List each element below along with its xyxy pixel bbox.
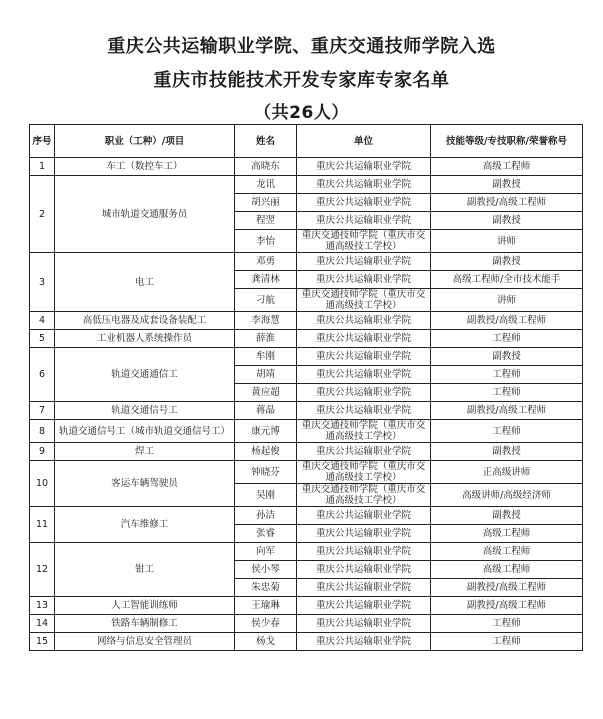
cell-name: 杨戈 [235, 633, 297, 651]
cell-title: 高级工程师/全市技术能手 [431, 271, 583, 289]
cell-unit: 重庆公共运输职业学院 [297, 597, 431, 615]
cell-num: 8 [30, 420, 55, 443]
cell-title: 工程师 [431, 384, 583, 402]
cell-title: 工程师 [431, 420, 583, 443]
cell-name: 朱忠菊 [235, 579, 297, 597]
table-row [30, 543, 583, 561]
table-row [30, 420, 583, 443]
cell-name: 侯小琴 [235, 561, 297, 579]
expert-roster-table [29, 124, 583, 651]
cell-title: 副教授/高级工程师 [431, 579, 583, 597]
cell-unit: 重庆公共运输职业学院 [297, 253, 431, 271]
table-body [30, 158, 583, 651]
cell-occupation: 网络与信息安全管理员 [55, 633, 235, 651]
cell-unit: 重庆公共运输职业学院 [297, 194, 431, 212]
cell-name: 康元博 [235, 420, 297, 443]
header-name: 姓名 [235, 125, 297, 158]
cell-unit: 重庆公共运输职业学院 [297, 330, 431, 348]
cell-occupation: 汽车维修工 [55, 507, 235, 543]
cell-num: 14 [30, 615, 55, 633]
cell-unit: 重庆公共运输职业学院 [297, 525, 431, 543]
table-row [30, 176, 583, 194]
cell-title: 工程师 [431, 366, 583, 384]
cell-occupation: 钳工 [55, 543, 235, 597]
cell-name: 杨起俊 [235, 443, 297, 461]
table-row [30, 330, 583, 348]
cell-num: 2 [30, 176, 55, 253]
cell-unit: 重庆公共运输职业学院 [297, 633, 431, 651]
cell-num: 1 [30, 158, 55, 176]
table-row [30, 597, 583, 615]
cell-num: 11 [30, 507, 55, 543]
document-title-count: （共26人） [254, 103, 349, 123]
cell-name: 龚清林 [235, 271, 297, 289]
cell-unit: 重庆公共运输职业学院 [297, 443, 431, 461]
table-row [30, 615, 583, 633]
table-row [30, 443, 583, 461]
cell-occupation: 电工 [55, 253, 235, 312]
cell-num: 7 [30, 402, 55, 420]
cell-unit: 重庆交通技师学院（重庆市交通高级技工学校） [297, 420, 431, 443]
table-row [30, 507, 583, 525]
cell-name: 孙洁 [235, 507, 297, 525]
cell-title: 高级工程师 [431, 525, 583, 543]
cell-title: 副教授/高级工程师 [431, 194, 583, 212]
cell-title: 高级工程师 [431, 543, 583, 561]
cell-num: 15 [30, 633, 55, 651]
cell-unit: 重庆公共运输职业学院 [297, 402, 431, 420]
table-row [30, 402, 583, 420]
cell-unit: 重庆公共运输职业学院 [297, 212, 431, 230]
cell-unit: 重庆公共运输职业学院 [297, 615, 431, 633]
cell-occupation: 工业机器人系统操作员 [55, 330, 235, 348]
table-header-row [30, 125, 583, 158]
cell-occupation: 轨道交通通信工 [55, 348, 235, 402]
cell-name: 牟刚 [235, 348, 297, 366]
cell-name: 侯少春 [235, 615, 297, 633]
cell-occupation: 车工（数控车工） [55, 158, 235, 176]
cell-name: 黄应超 [235, 384, 297, 402]
cell-name: 邓勇 [235, 253, 297, 271]
cell-unit: 重庆公共运输职业学院 [297, 271, 431, 289]
cell-occupation: 高低压电器及成套设备装配工 [55, 312, 235, 330]
cell-unit: 重庆交通技师学院（重庆市交通高级技工学校） [297, 289, 431, 312]
cell-title: 工程师 [431, 330, 583, 348]
cell-num: 10 [30, 461, 55, 507]
table-row [30, 461, 583, 484]
cell-name: 向军 [235, 543, 297, 561]
cell-name: 张睿 [235, 525, 297, 543]
cell-unit: 重庆公共运输职业学院 [297, 543, 431, 561]
cell-name: 李怡 [235, 230, 297, 253]
table-row [30, 348, 583, 366]
cell-title: 工程师 [431, 633, 583, 651]
cell-title: 高级工程师 [431, 158, 583, 176]
cell-name: 胡靖 [235, 366, 297, 384]
cell-title: 副教授/高级工程师 [431, 312, 583, 330]
cell-unit: 重庆公共运输职业学院 [297, 348, 431, 366]
cell-num: 9 [30, 443, 55, 461]
cell-num: 5 [30, 330, 55, 348]
cell-name: 胡兴丽 [235, 194, 297, 212]
cell-occupation: 轨道交通信号工 [55, 402, 235, 420]
cell-title: 正高级讲师 [431, 461, 583, 484]
cell-title: 副教授 [431, 212, 583, 230]
document-title-line2: 重庆市技能技术开发专家库专家名单 [153, 70, 450, 91]
cell-num: 6 [30, 348, 55, 402]
cell-unit: 重庆交通技师学院（重庆市交通高级技工学校） [297, 461, 431, 484]
cell-name: 薛淮 [235, 330, 297, 348]
cell-title: 副教授/高级工程师 [431, 402, 583, 420]
cell-title: 副教授 [431, 348, 583, 366]
cell-title: 副教授 [431, 443, 583, 461]
cell-occupation: 客运车辆驾驶员 [55, 461, 235, 507]
table-row [30, 253, 583, 271]
cell-unit: 重庆公共运输职业学院 [297, 579, 431, 597]
cell-title: 副教授/高级工程师 [431, 597, 583, 615]
header-occupation: 职业（工种）/项目 [55, 125, 235, 158]
cell-title: 讲师 [431, 230, 583, 253]
header-unit: 单位 [297, 125, 431, 158]
cell-unit: 重庆公共运输职业学院 [297, 561, 431, 579]
cell-num: 12 [30, 543, 55, 597]
header-num: 序号 [30, 125, 55, 158]
cell-unit: 重庆公共运输职业学院 [297, 312, 431, 330]
cell-title: 工程师 [431, 615, 583, 633]
cell-name: 高晓东 [235, 158, 297, 176]
cell-name: 蒋晶 [235, 402, 297, 420]
cell-title: 副教授 [431, 253, 583, 271]
cell-title: 副教授 [431, 176, 583, 194]
cell-num: 13 [30, 597, 55, 615]
cell-name: 钟晓芬 [235, 461, 297, 484]
cell-title: 讲师 [431, 289, 583, 312]
cell-num: 3 [30, 253, 55, 312]
cell-occupation: 焊工 [55, 443, 235, 461]
cell-unit: 重庆公共运输职业学院 [297, 384, 431, 402]
cell-name: 刁航 [235, 289, 297, 312]
table-row [30, 312, 583, 330]
cell-name: 龙讯 [235, 176, 297, 194]
cell-occupation: 轨道交通信号工（城市轨道交通信号工） [55, 420, 235, 443]
cell-occupation: 人工智能训练师 [55, 597, 235, 615]
cell-unit: 重庆公共运输职业学院 [297, 158, 431, 176]
cell-occupation: 铁路车辆制修工 [55, 615, 235, 633]
cell-name: 吴刚 [235, 484, 297, 507]
header-title: 技能等级/专技职称/荣誉称号 [431, 125, 583, 158]
cell-unit: 重庆公共运输职业学院 [297, 507, 431, 525]
cell-name: 程翌 [235, 212, 297, 230]
cell-title: 高级工程师 [431, 561, 583, 579]
cell-unit: 重庆公共运输职业学院 [297, 366, 431, 384]
table-row [30, 158, 583, 176]
cell-occupation: 城市轨道交通服务员 [55, 176, 235, 253]
table-row [30, 633, 583, 651]
document-title-line1: 重庆公共运输职业学院、重庆交通技师学院入选 [107, 36, 496, 57]
cell-unit: 重庆交通技师学院（重庆市交通高级技工学校） [297, 484, 431, 507]
cell-name: 李海慧 [235, 312, 297, 330]
cell-title: 副教授 [431, 507, 583, 525]
cell-name: 王瑜琳 [235, 597, 297, 615]
cell-title: 高级讲师/高级经济师 [431, 484, 583, 507]
cell-unit: 重庆交通技师学院（重庆市交通高级技工学校） [297, 230, 431, 253]
cell-unit: 重庆公共运输职业学院 [297, 176, 431, 194]
cell-num: 4 [30, 312, 55, 330]
